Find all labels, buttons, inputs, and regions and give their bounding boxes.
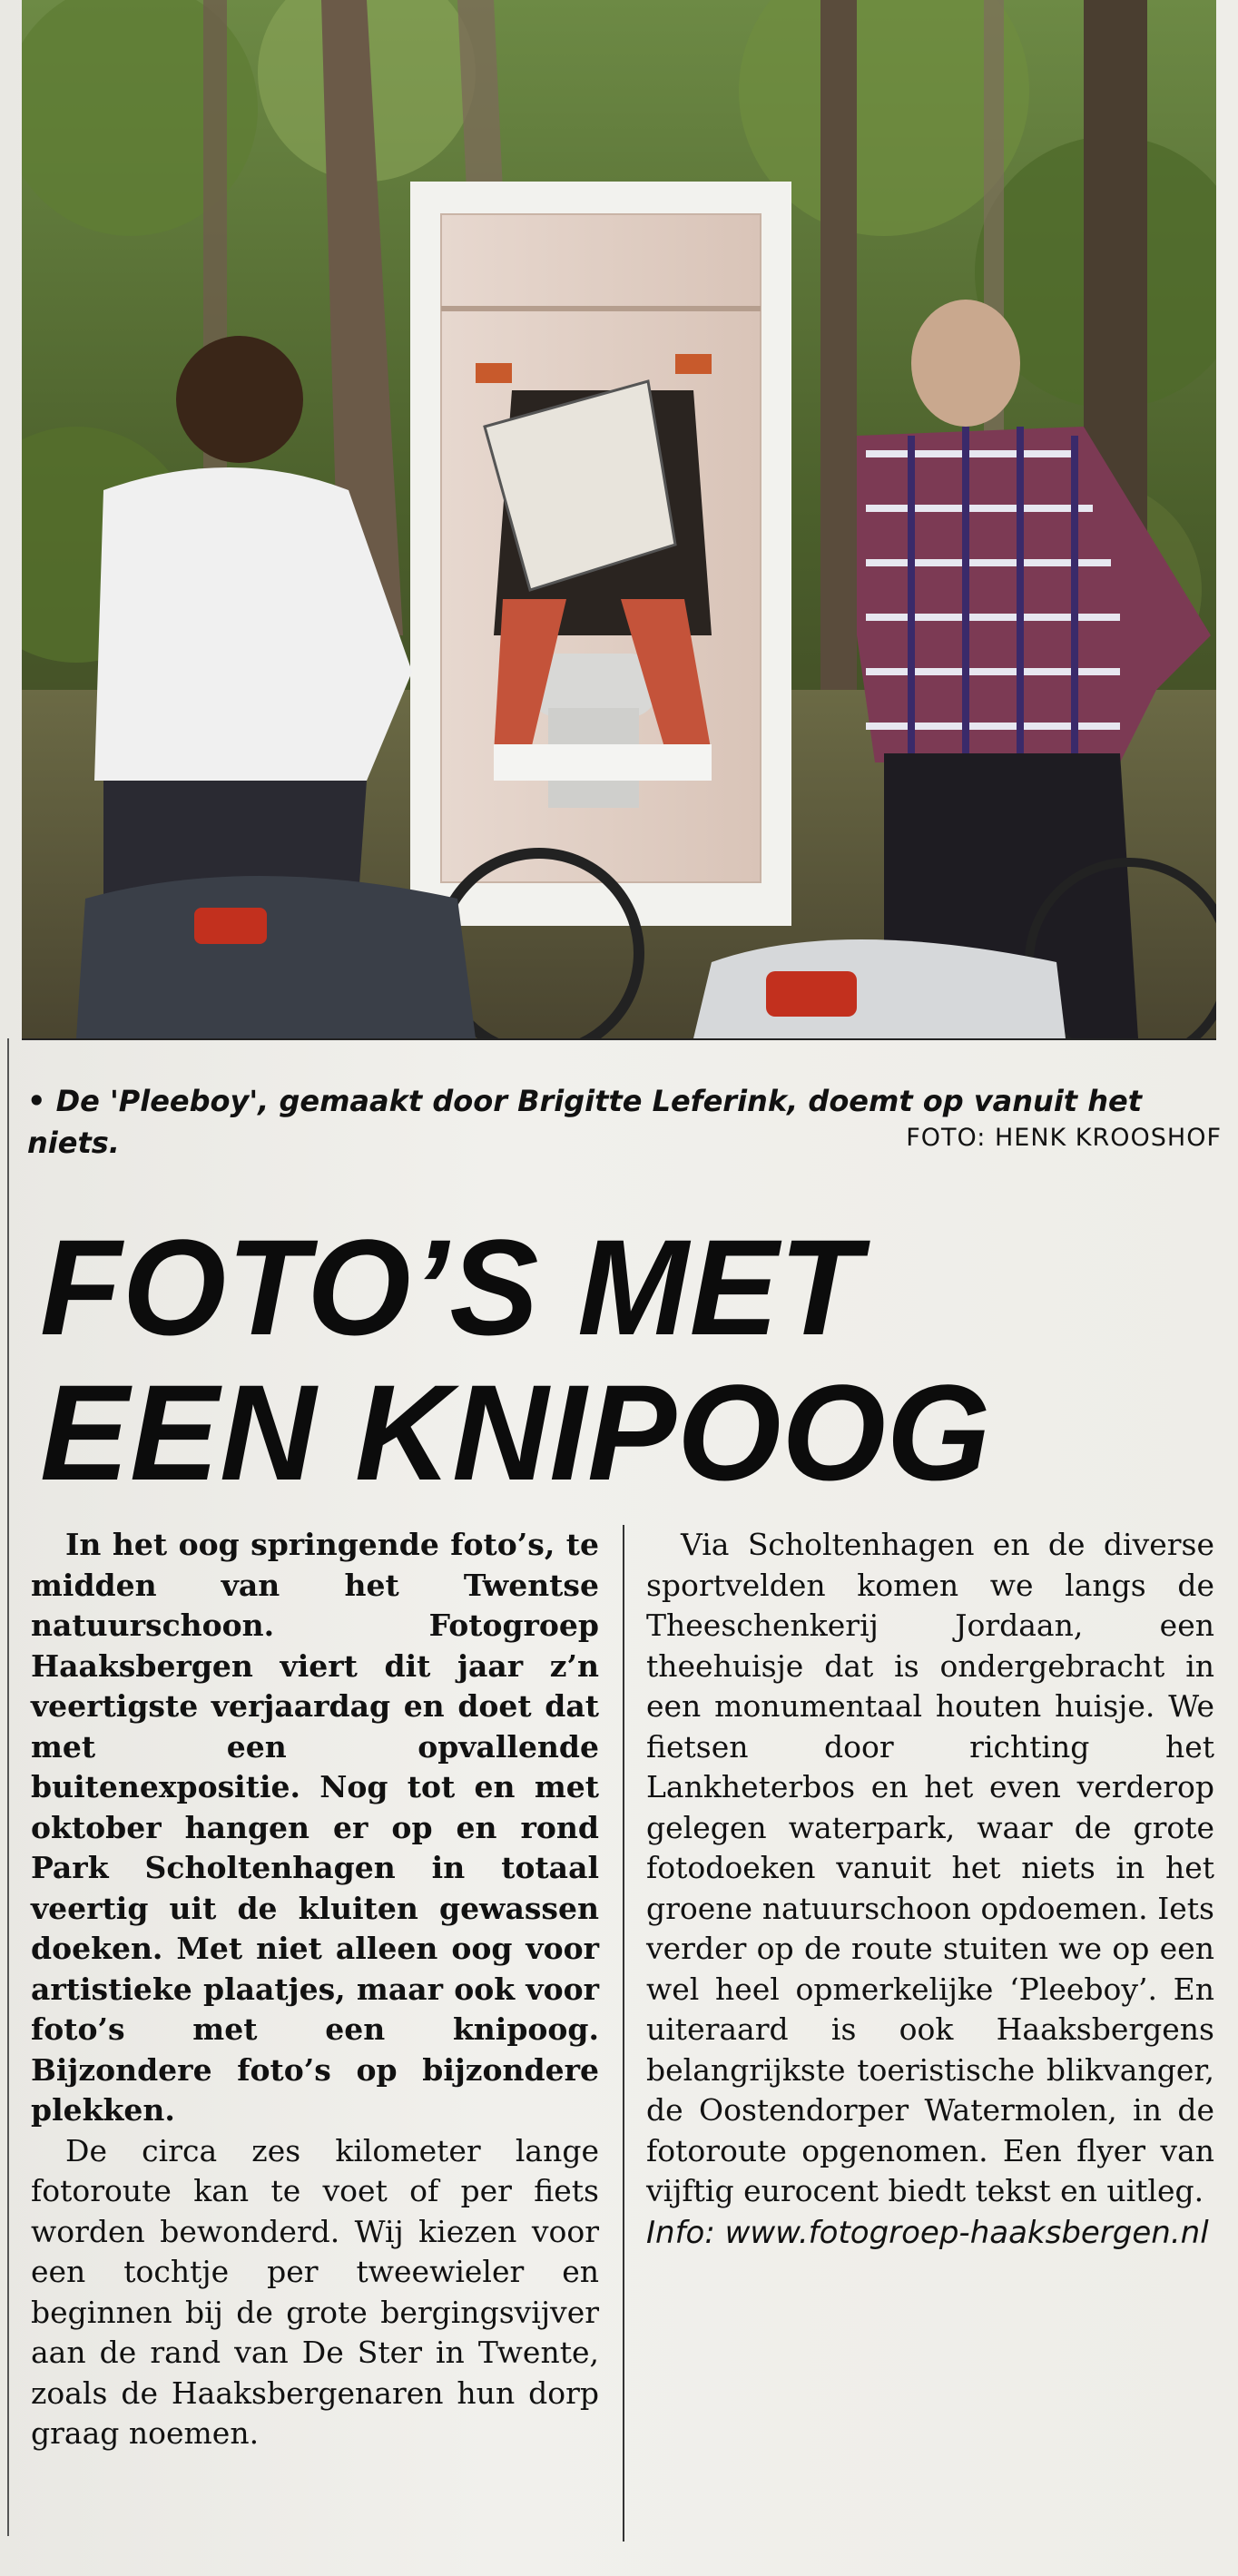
column-divider — [623, 1525, 624, 2542]
headline-line-2: EEN KNIPOOG — [40, 1356, 992, 1509]
margin-rule — [7, 1038, 9, 2536]
body-paragraph: Via Scholtenhagen en de diverse sportvelden komen we langs de Theeschenkerij Jordaan, een theehuisje dat is ondergebracht in een monumentaal houten huisje. We fietsen door richting het Lankheterbos en het even verderop gelegen waterpark, waar de grote fotodoeken vanuit het niets in het groene natuurschoon opdoemen. Iets verder op de route stuiten we op een wel heel opmerkelijke ‘Pleeboy’. En uiteraard is ook Haaksbergens belangrijkste toeristische blikvanger, de Oostendorper Watermolen, in de fotoroute opgenomen. Een flyer van vijftig eurocent biedt tekst en uitleg. — [646, 1527, 1214, 2208]
article-column-left — [31, 1525, 599, 2454]
info-link: Info: www.fotogroep-haaksbergen.nl — [646, 2214, 1209, 2251]
headline — [40, 1211, 1196, 1509]
intro-paragraph: In het oog springende foto’s, te midden van het Twentse natuurschoon. Fotogroep Haaksbergen viert dit jaar z’n veertigste verjaardag en doet dat met een opvallende buitenexpositie. Nog tot en met oktober hangen er op en rond Park Scholtenhagen in totaal veertig uit de kluiten gewassen doeken. Met niet alleen oog voor artistieke plaatjes, maar ook voor foto’s met een knipoog. Bijzondere foto’s op bijzondere plekken. — [31, 1527, 599, 2128]
article-photo — [22, 0, 1216, 1040]
body-paragraph: De circa zes kilometer lange fotoroute kan te voet of per fiets worden bewonderd. Wij kiezen voor een tochtje per tweewieler en beginnen bij de grote bergingsvijver aan de rand van De Ster in Twente, zoals de Haaksbergenaren hun dorp graag noemen. — [31, 2132, 599, 2451]
photo-caption: • De 'Pleeboy', gemaakt door Brigitte Leferink, doemt op vanuit het niets. — [27, 1084, 1143, 1160]
headline-line-1: FOTO’S MET — [40, 1211, 862, 1363]
forest-scene-illustration — [22, 0, 1216, 1038]
article-column-right — [646, 1525, 1214, 2254]
photo-credit: FOTO: HENK KROOSHOF — [906, 1124, 1222, 1152]
